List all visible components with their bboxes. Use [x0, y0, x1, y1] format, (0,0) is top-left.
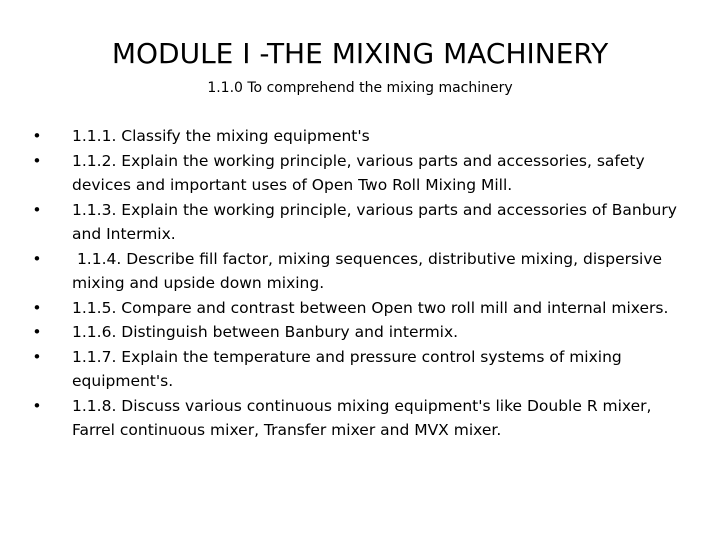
- list-item-text: 1.1.5. Compare and contrast between Open two roll mill and internal mixers.: [72, 298, 669, 317]
- list-item: [30, 394, 690, 443]
- list-item: [30, 198, 690, 247]
- bullet-icon: •: [32, 151, 42, 170]
- list-item: [30, 345, 690, 394]
- bullet-icon: •: [32, 298, 42, 317]
- bullet-icon: •: [32, 249, 42, 268]
- list-item-text: 1.1.3. Explain the working principle, various parts and accessories of Banbury and Intermix.: [72, 200, 677, 243]
- list-item: [30, 149, 690, 198]
- list-item: [30, 124, 690, 149]
- bullet-icon: •: [32, 200, 42, 219]
- list-item-text: 1.1.6. Distinguish between Banbury and intermix.: [72, 323, 459, 341]
- slide-title: MODULE I -THE MIXING MACHINERY: [111, 37, 609, 70]
- list-item-text: 1.1.8. Discuss various continuous mixing equipment's like Double R mixer, Farrel continuous mixer, Transfer mixer and MVX mixer.: [72, 396, 652, 439]
- bullet-icon: •: [32, 347, 42, 366]
- list-item-text: 1.1.7. Explain the temperature and pressure control systems of mixing equipment's.: [72, 347, 622, 390]
- bullet-icon: •: [32, 127, 42, 145]
- list-item-text: 1.1.2. Explain the working principle, various parts and accessories, safety devices and important uses of Open Two Roll Mixing Mill.: [72, 151, 645, 194]
- list-item-text: 1.1.1. Classify the mixing equipment's: [72, 127, 370, 145]
- list-item: [30, 320, 690, 345]
- list-item-text: 1.1.4. Describe fill factor, mixing sequences, distributive mixing, dispersive mixing and upside down mixing.: [72, 249, 667, 292]
- objectives-list: [30, 124, 690, 443]
- list-item: [30, 296, 690, 321]
- bullet-icon: •: [32, 323, 42, 341]
- list-item: [30, 247, 690, 296]
- slide-subtitle: 1.1.0 To comprehend the mixing machinery: [207, 80, 513, 96]
- bullet-icon: •: [32, 396, 42, 415]
